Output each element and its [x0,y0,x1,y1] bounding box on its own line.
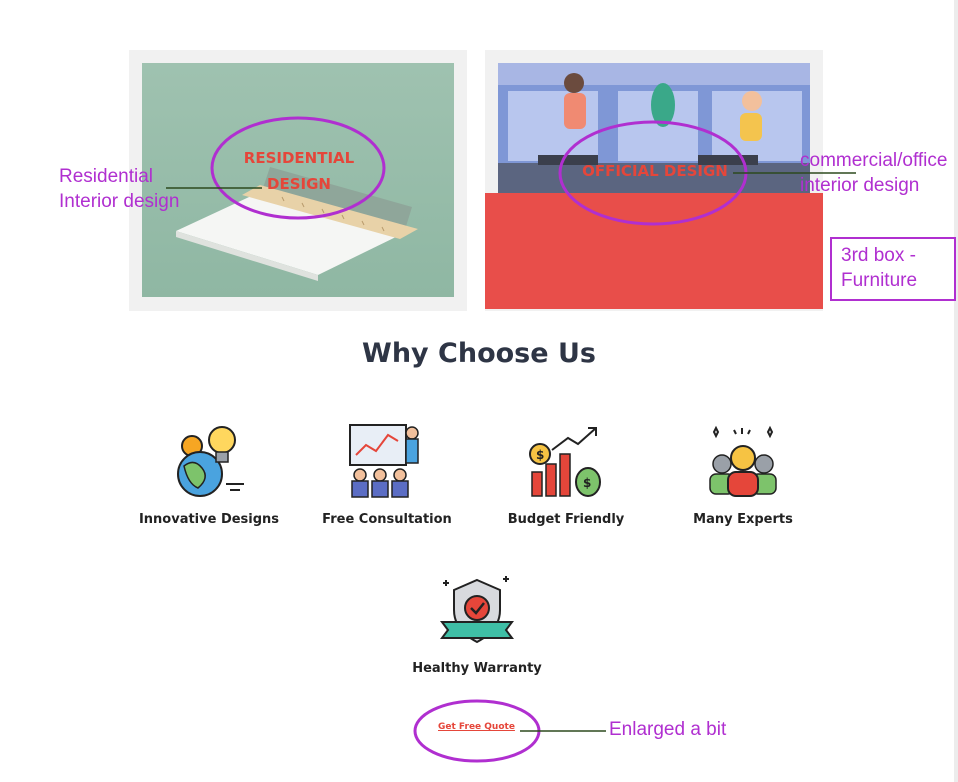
globe-bulb-icon [170,424,248,500]
warranty-shield-icon [436,570,518,650]
official-card-red-panel [485,193,823,309]
svg-text:$: $ [583,476,592,490]
official-design-card[interactable] [485,50,823,311]
third-box-annotation: 3rd box - Furniture [841,245,918,291]
residential-annotation: Residential Interior design [59,166,180,212]
feature-label: Budget Friendly [507,512,625,527]
residential-design-card[interactable] [129,50,467,311]
residential-title-line1: RESIDENTIAL [243,149,355,167]
enlarged-annotation: Enlarged a bit [609,719,727,740]
presentation-icon [348,423,424,499]
budget-chart-icon [528,424,604,500]
commercial-annotation: commercial/office interior design [800,150,948,196]
feature-label: Many Experts [693,512,793,527]
experts-group-icon [704,424,782,500]
scrollbar[interactable] [954,0,958,782]
feature-label: Healthy Warranty [412,661,542,676]
official-card-title: OFFICIAL DESIGN [582,162,728,180]
residential-card-title [219,145,379,197]
feature-label: Innovative Designs [138,512,280,527]
svg-text:$: $ [536,448,545,462]
feature-label: Free Consultation [322,512,452,527]
section-heading: Why Choose Us [362,338,596,369]
residential-title-line2: DESIGN [267,175,331,193]
get-free-quote-link[interactable]: Get Free Quote [438,722,515,732]
